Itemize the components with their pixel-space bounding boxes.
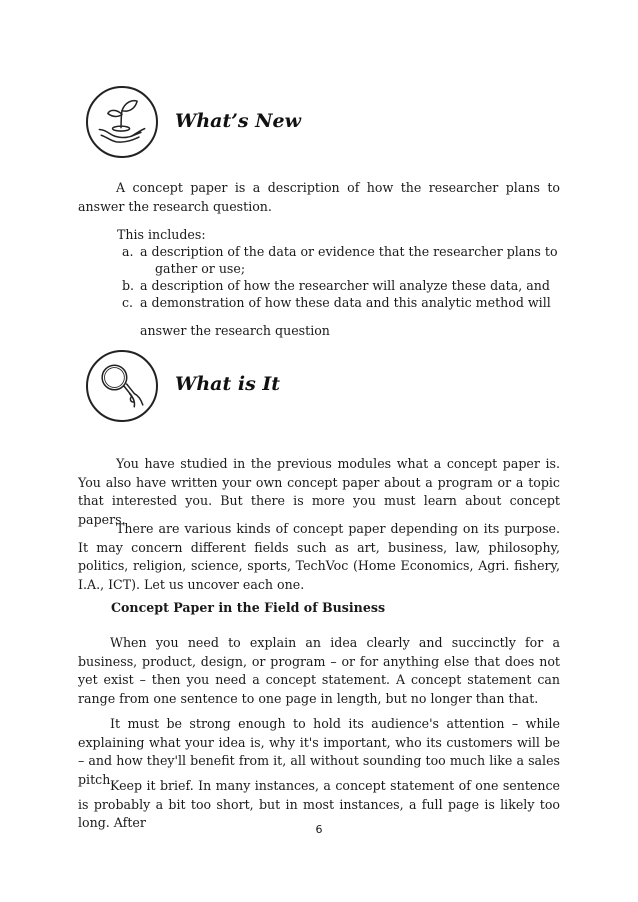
- includes-label: This includes:: [117, 227, 206, 242]
- magnifying-glass-icon: [86, 350, 158, 422]
- list-item: a demonstration of how these data and this analytic method will: [140, 295, 551, 310]
- what-is-it-title: What is It: [175, 373, 281, 395]
- paragraph: It must be strong enough to hold its audience's attention – while explaining what your idea is, why it's important, who its customers will be – and how they'll benefit from it, all without sounding too much like a sales pitch.: [78, 716, 560, 787]
- paragraph: There are various kinds of concept paper depending on its purpose. It may concern different fields such as art, business, law, philosophy, politics, religion, science, sports, TechVoc (Home Economics, Agri. fishery, I.A., ICT). Let us uncover each one.: [78, 521, 560, 592]
- list-marker: b.: [122, 278, 135, 293]
- seedling-hand-icon: [86, 86, 158, 158]
- paragraph: Keep it brief. In many instances, a concept statement of one sentence is probably a bit too short, but in most instances, a full page is likely too long. After: [78, 778, 560, 831]
- list-item: a description of how the researcher will analyze these data, and: [140, 278, 550, 293]
- business-section-heading: Concept Paper in the Field of Business: [111, 600, 386, 615]
- paragraph: You have studied in the previous modules what a concept paper is. You also have written your own concept paper about a program or a topic that interested you. But there is more you must learn about concept papers.: [78, 456, 560, 527]
- list-marker: c.: [122, 295, 134, 310]
- paragraph: When you need to explain an idea clearly and succinctly for a business, product, design, or program – or for anything else that does not yet exist – then you need a concept statement. A concept statement can range from one sentence to one page in length, but no longer than that.: [78, 635, 560, 706]
- page-number: 6: [315, 823, 323, 836]
- list-item-trailing: answer the research question: [140, 323, 330, 338]
- list-marker: a.: [122, 244, 134, 259]
- list-item: a description of the data or evidence that the researcher plans to: [140, 244, 558, 259]
- whats-new-title: What’s New: [175, 110, 301, 132]
- list-item-continuation: gather or use;: [155, 261, 246, 276]
- concept-paper-definition: A concept paper is a description of how the researcher plans to answer the research question.: [78, 180, 560, 214]
